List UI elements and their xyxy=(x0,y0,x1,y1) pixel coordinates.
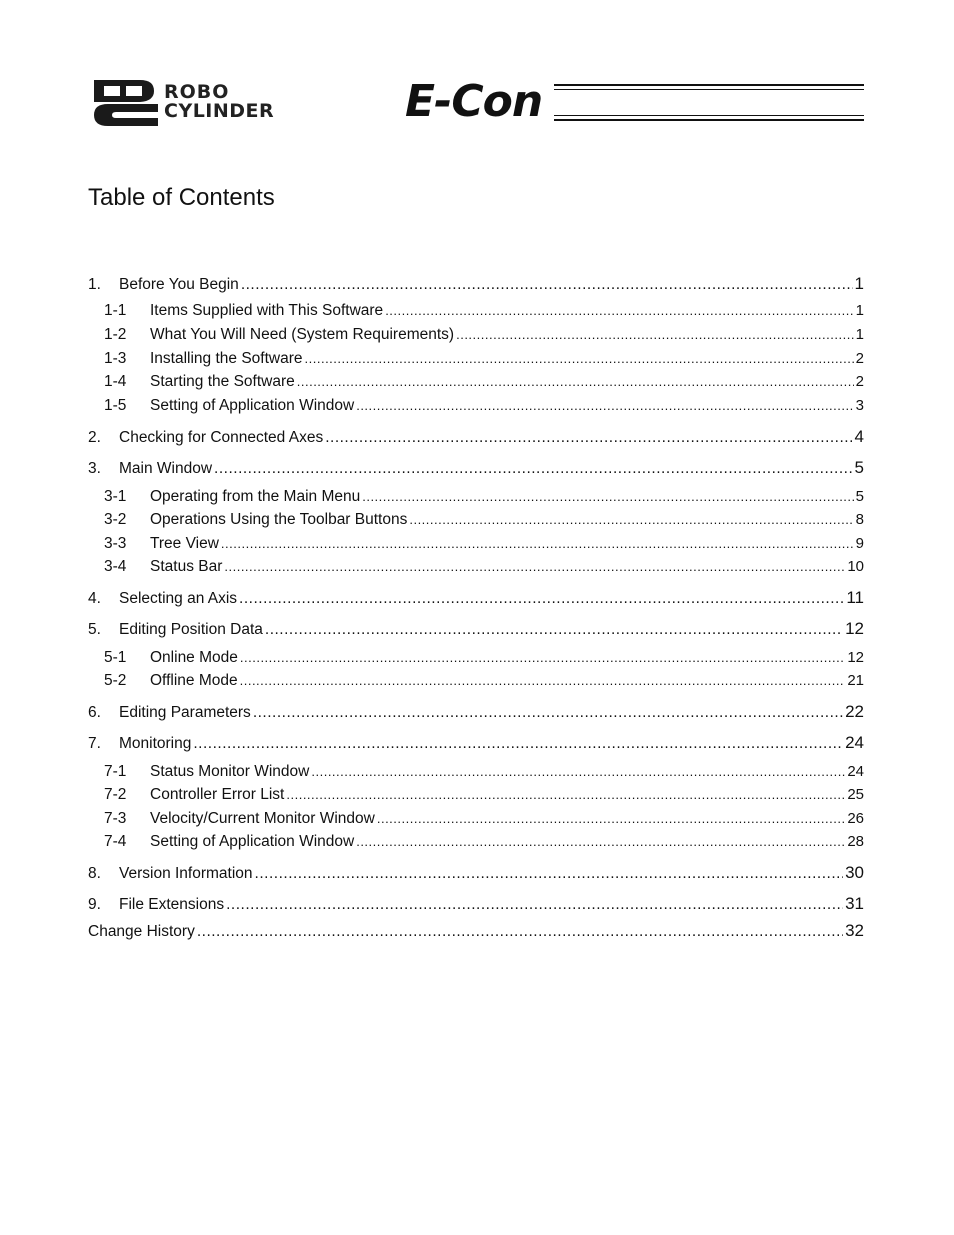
toc-entry-number: 6. xyxy=(88,704,101,721)
toc-entry-number: 3-1 xyxy=(104,488,127,505)
dot-leader xyxy=(362,488,853,506)
toc-entry[interactable] xyxy=(88,619,864,639)
toc-entry-number: 4. xyxy=(88,590,101,607)
toc-entry[interactable] xyxy=(88,672,864,690)
brand-line1: ROBO xyxy=(164,81,230,103)
toc-entry-number: 7-3 xyxy=(104,810,127,827)
toc-entry-page: 8 xyxy=(855,511,864,528)
dot-leader xyxy=(377,810,845,828)
toc-entry-label: File Extensions xyxy=(119,896,225,913)
dot-leader xyxy=(297,373,854,391)
toc-entry-number: 7. xyxy=(88,735,101,752)
toc-entry-label: What You Will Need (System Requirements) xyxy=(150,326,455,343)
toc-entry-label: Online Mode xyxy=(150,649,238,666)
toc-entry[interactable] xyxy=(88,326,864,344)
brand-wordmark xyxy=(164,83,274,121)
toc-entry-page: 24 xyxy=(845,733,864,752)
toc-entry-label: Status Monitor Window xyxy=(150,763,310,780)
toc-entry-label: Controller Error List xyxy=(150,786,285,803)
toc-entry-label: Items Supplied with This Software xyxy=(150,302,384,319)
toc-entry-label: Velocity/Current Monitor Window xyxy=(150,810,375,827)
toc-entry-number: 9. xyxy=(88,896,101,913)
toc-entry-number: 7-1 xyxy=(104,763,127,780)
toc-entry-number: 3-3 xyxy=(104,535,127,552)
toc-entry[interactable] xyxy=(88,427,864,447)
toc-entry-page: 5 xyxy=(855,488,864,505)
toc-entry-label: Starting the Software xyxy=(150,373,295,390)
dot-leader xyxy=(240,672,846,690)
dot-leader xyxy=(221,535,854,553)
toc-entry-label: Monitoring xyxy=(119,735,192,752)
toc-entry-page: 31 xyxy=(845,894,864,913)
header-rule xyxy=(554,115,864,116)
toc-entry-page: 2 xyxy=(855,373,864,390)
dot-leader xyxy=(305,350,854,368)
toc-entry-number: 2. xyxy=(88,429,101,446)
dot-leader xyxy=(240,649,845,667)
toc-entry-number: 1. xyxy=(88,276,101,293)
toc-entry-label: Change History xyxy=(88,923,195,940)
toc-entry-number: 5. xyxy=(88,621,101,638)
header-rule xyxy=(554,119,864,121)
toc-entry-label: Operating from the Main Menu xyxy=(150,488,361,505)
toc-entry-page: 1 xyxy=(855,326,864,343)
toc-entry-page: 12 xyxy=(847,649,864,666)
toc-entry[interactable] xyxy=(88,274,864,294)
dot-leader xyxy=(286,786,845,804)
dot-leader xyxy=(226,896,843,914)
toc-entry[interactable] xyxy=(88,894,864,914)
dot-leader xyxy=(456,326,854,344)
toc-entry-page: 26 xyxy=(847,810,864,827)
toc-entry-page: 1 xyxy=(855,302,864,319)
toc-entry[interactable] xyxy=(88,350,864,368)
toc-entry-label: Tree View xyxy=(150,535,219,552)
dot-leader xyxy=(239,590,844,608)
toc-entry[interactable] xyxy=(88,763,864,781)
toc-entry-number: 5-1 xyxy=(104,649,127,666)
toc-entry-number: 7-4 xyxy=(104,833,127,850)
toc-entry[interactable] xyxy=(88,863,864,883)
toc-entry-label: Selecting an Axis xyxy=(119,590,238,607)
toc-entry-number: 1-2 xyxy=(104,326,127,343)
toc-entry-label: Setting of Application Window xyxy=(150,397,355,414)
toc-entry[interactable] xyxy=(88,397,864,415)
toc-entry-number: 1-1 xyxy=(104,302,127,319)
toc-entry[interactable] xyxy=(88,921,864,941)
toc-entry[interactable] xyxy=(88,373,864,391)
dot-leader xyxy=(311,763,845,781)
toc-entry-label: Status Bar xyxy=(150,558,223,575)
toc-entry[interactable] xyxy=(88,558,864,576)
toc-entry-page: 10 xyxy=(847,558,864,575)
toc-entry-number: 3-2 xyxy=(104,511,127,528)
dot-leader xyxy=(197,923,843,941)
toc-entry-page: 24 xyxy=(847,763,864,780)
header-rule xyxy=(554,89,864,90)
toc-entry-page: 11 xyxy=(846,588,864,607)
toc-entry-label: Operations Using the Toolbar Buttons xyxy=(150,511,408,528)
toc-entry[interactable] xyxy=(88,733,864,753)
toc-entry[interactable] xyxy=(88,588,864,608)
dot-leader xyxy=(241,276,853,294)
toc-entry[interactable] xyxy=(88,488,864,506)
toc-entry-number: 3. xyxy=(88,460,101,477)
toc-entry-number: 5-2 xyxy=(104,672,127,689)
toc-entry-label: Setting of Application Window xyxy=(150,833,355,850)
toc-entry[interactable] xyxy=(88,511,864,529)
toc-entry-page: 28 xyxy=(847,833,864,850)
toc-entry[interactable] xyxy=(88,302,864,320)
toc-entry-label: Before You Begin xyxy=(119,276,239,293)
toc-entry-label: Version Information xyxy=(119,865,253,882)
toc-entry[interactable] xyxy=(88,810,864,828)
toc-entry[interactable] xyxy=(88,535,864,553)
toc-entry-page: 9 xyxy=(855,535,864,552)
toc-entry-label: Editing Parameters xyxy=(119,704,251,721)
dot-leader xyxy=(356,397,853,415)
product-logo: E-Con xyxy=(405,76,543,127)
toc-entry-number: 1-4 xyxy=(104,373,127,390)
dot-leader xyxy=(385,302,853,320)
rc-logo-icon xyxy=(94,80,160,126)
toc-entry-page: 2 xyxy=(855,350,864,367)
toc-entry-page: 32 xyxy=(845,921,864,940)
toc-entry-page: 5 xyxy=(854,458,864,477)
toc-entry-page: 25 xyxy=(847,786,864,803)
toc-entry-page: 1 xyxy=(854,274,864,293)
toc-entry-number: 8. xyxy=(88,865,101,882)
toc-entry[interactable] xyxy=(88,649,864,667)
toc-entry-number: 3-4 xyxy=(104,558,127,575)
toc-entry-label: Checking for Connected Axes xyxy=(119,429,324,446)
toc-entry-number: 1-3 xyxy=(104,350,127,367)
dot-leader xyxy=(325,429,852,447)
dot-leader xyxy=(193,735,843,753)
dot-leader xyxy=(214,460,853,478)
dot-leader xyxy=(356,833,845,851)
toc-entry-page: 3 xyxy=(855,397,864,414)
toc-entry[interactable] xyxy=(88,458,864,478)
toc-entry-page: 30 xyxy=(845,863,864,882)
dot-leader xyxy=(409,511,853,529)
dot-leader xyxy=(224,558,845,576)
toc-entry[interactable] xyxy=(88,833,864,851)
toc-entry-label: Main Window xyxy=(119,460,213,477)
dot-leader xyxy=(265,621,843,639)
toc-entry-page: 22 xyxy=(845,702,864,721)
dot-leader xyxy=(253,704,843,722)
page-header xyxy=(0,0,954,140)
toc-entry-page: 4 xyxy=(854,427,864,446)
page-title: Table of Contents xyxy=(88,184,275,211)
toc-entry-label: Editing Position Data xyxy=(119,621,263,638)
toc-entry-label: Installing the Software xyxy=(150,350,303,367)
toc-entry[interactable] xyxy=(88,786,864,804)
brand-line2: CYLINDER xyxy=(164,100,275,122)
toc-entry-page: 21 xyxy=(847,672,864,689)
toc-entry[interactable] xyxy=(88,702,864,722)
toc-entry-label: Offline Mode xyxy=(150,672,238,689)
header-rule xyxy=(554,84,864,86)
toc-entry-number: 1-5 xyxy=(104,397,127,414)
toc-entry-page: 12 xyxy=(845,619,864,638)
dot-leader xyxy=(255,865,844,883)
toc-entry-number: 7-2 xyxy=(104,786,127,803)
